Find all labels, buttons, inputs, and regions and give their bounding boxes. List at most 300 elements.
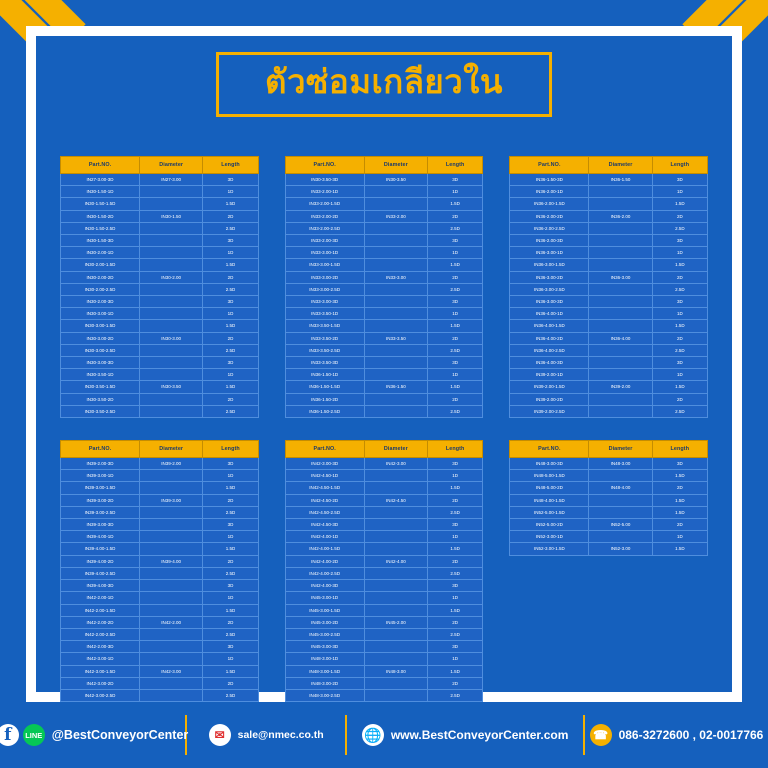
cell-part-no: IN36-3.00-2.5D (510, 283, 589, 295)
cell-length: 2.5D (203, 506, 258, 518)
column-header-length: Length (203, 441, 258, 458)
table-row (285, 308, 483, 320)
cell-diameter (589, 405, 652, 417)
cell-length: 1D (427, 592, 482, 604)
table-row (285, 222, 483, 234)
cell-diameter (364, 357, 427, 369)
cell-diameter (589, 235, 652, 247)
email-address: sale@nmec.co.th (237, 729, 324, 741)
cell-diameter (140, 519, 203, 531)
table-row (61, 628, 259, 640)
cell-part-no: IN33-3.00-1D (285, 247, 364, 259)
table-row (61, 470, 259, 482)
table-row (510, 543, 708, 555)
cell-part-no: IN42-2.00-3D (61, 641, 140, 653)
table-body (61, 174, 259, 418)
cell-part-no: IN30-1.50-2D (61, 210, 140, 222)
cell-length: 1D (203, 369, 258, 381)
cell-diameter (364, 653, 427, 665)
table-row (61, 580, 259, 592)
website-url: www.BestConveyorCenter.com (390, 728, 569, 742)
table-row (285, 369, 483, 381)
cell-length: 2D (203, 677, 258, 689)
spec-table-6 (509, 440, 708, 702)
cell-length: 3D (427, 519, 482, 531)
cell-diameter (364, 543, 427, 555)
cell-diameter (589, 531, 652, 543)
column-header-diameter: Diameter (364, 441, 427, 458)
cell-diameter: IN39-2.00 (140, 458, 203, 470)
cell-part-no: IN30-3.50-3D (285, 174, 364, 186)
table-row (510, 174, 708, 186)
cell-part-no: IN42-4.00-3D (285, 580, 364, 592)
column-header-length: Length (427, 157, 482, 174)
cell-part-no: IN33-3.00-1.5D (285, 259, 364, 271)
cell-length: 1D (203, 531, 258, 543)
cell-diameter: IN39-3.00 (140, 494, 203, 506)
cell-length: 2.5D (203, 222, 258, 234)
table-row (285, 580, 483, 592)
cell-diameter (140, 308, 203, 320)
line-icon[interactable] (23, 724, 45, 746)
cell-length: 2D (652, 332, 707, 344)
cell-length: 1.5D (427, 198, 482, 210)
cell-length: 1D (203, 308, 258, 320)
table-row (61, 665, 259, 677)
page-title (216, 52, 552, 117)
cell-diameter (364, 308, 427, 320)
cell-diameter (364, 320, 427, 332)
table-row (510, 259, 708, 271)
table-row (61, 494, 259, 506)
table-row (61, 543, 259, 555)
table-row (510, 222, 708, 234)
cell-length: 1.5D (427, 665, 482, 677)
table-row (61, 210, 259, 222)
cell-length: 2.5D (203, 628, 258, 640)
cell-part-no: IN36-1.50-1D (285, 369, 364, 381)
table-row (510, 344, 708, 356)
cell-part-no: IN42-3.00-1D (61, 653, 140, 665)
cell-part-no: IN36-2.00-2D (510, 210, 589, 222)
cell-diameter (364, 186, 427, 198)
cell-part-no: IN30-3.50-2D (61, 393, 140, 405)
cell-part-no: IN42-2.00-2D (61, 616, 140, 628)
cell-diameter (140, 369, 203, 381)
cell-length: 1.5D (652, 381, 707, 393)
cell-part-no: IN30-2.00-3D (61, 296, 140, 308)
cell-diameter (364, 198, 427, 210)
cell-part-no: IN36-2.00-2.5D (510, 222, 589, 234)
cell-part-no: IN30-3.00-1.5D (61, 320, 140, 332)
table-row (61, 283, 259, 295)
cell-diameter: IN42-3.00 (140, 665, 203, 677)
table-row (285, 405, 483, 417)
table-row (285, 458, 483, 470)
cell-diameter (140, 482, 203, 494)
cell-part-no: IN48-3.00-1.5D (285, 665, 364, 677)
cell-part-no: IN42-4.50-2D (285, 494, 364, 506)
cell-diameter: IN33-2.00 (364, 210, 427, 222)
cell-diameter: IN36-2.00 (589, 210, 652, 222)
cell-diameter (140, 357, 203, 369)
cell-length: 1.5D (203, 604, 258, 616)
page-panel (26, 26, 742, 702)
cell-part-no: IN42-4.00-1.5D (285, 543, 364, 555)
cell-length: 3D (427, 580, 482, 592)
cell-length: 1.5D (652, 198, 707, 210)
column-header-part-no: Part.NO. (61, 441, 140, 458)
cell-diameter: IN36-1.50 (364, 381, 427, 393)
cell-diameter: IN30-1.50 (140, 210, 203, 222)
cell-diameter (589, 259, 652, 271)
table-row (61, 320, 259, 332)
spec-table-3 (509, 156, 708, 418)
cell-length: 2D (203, 332, 258, 344)
cell-length: 1.5D (652, 506, 707, 518)
cell-part-no: IN42-4.00-2.5D (285, 567, 364, 579)
cell-part-no: IN42-2.00-1D (61, 592, 140, 604)
cell-length: 2D (203, 616, 258, 628)
cell-diameter (140, 567, 203, 579)
cell-length: 2.5D (427, 506, 482, 518)
cell-part-no: IN45-3.00-1D (285, 592, 364, 604)
table-row (285, 592, 483, 604)
cell-part-no: IN39-3.00-2.5D (61, 506, 140, 518)
cell-part-no: IN36-4.00-3D (510, 357, 589, 369)
mail-icon[interactable]: ✉ (209, 724, 231, 746)
cell-diameter (140, 470, 203, 482)
cell-part-no: IN39-3.00-1.5D (61, 482, 140, 494)
cell-length: 1.5D (427, 381, 482, 393)
table-row (510, 458, 708, 470)
table-row (61, 357, 259, 369)
cell-part-no: IN48-3.00-1D (285, 653, 364, 665)
cell-length: 3D (203, 641, 258, 653)
content-sheet (36, 36, 732, 698)
cell-diameter (364, 677, 427, 689)
footer-phone[interactable] (585, 702, 768, 768)
cell-length: 2D (427, 616, 482, 628)
cell-part-no: IN36-2.00-1.5D (510, 198, 589, 210)
cell-length: 3D (427, 458, 482, 470)
cell-length: 2D (427, 555, 482, 567)
table-row (285, 198, 483, 210)
table-row (61, 344, 259, 356)
cell-part-no: IN42-3.00-2D (61, 677, 140, 689)
cell-part-no: IN39-2.00-2D (510, 393, 589, 405)
table-row (285, 543, 483, 555)
cell-diameter (589, 506, 652, 518)
cell-diameter (364, 296, 427, 308)
table-row (61, 677, 259, 689)
table-row (61, 186, 259, 198)
table-body (510, 174, 708, 418)
cell-diameter (140, 186, 203, 198)
column-header-part-no: Part.NO. (285, 157, 364, 174)
cell-part-no: IN30-2.00-2D (61, 271, 140, 283)
cell-diameter (140, 506, 203, 518)
cell-length: 1.5D (203, 320, 258, 332)
cell-part-no: IN42-4.50-1.5D (285, 482, 364, 494)
table-row (61, 506, 259, 518)
cell-diameter (589, 296, 652, 308)
cell-part-no: IN48-5.00-2D (510, 482, 589, 494)
table-row (285, 555, 483, 567)
cell-diameter (364, 247, 427, 259)
cell-part-no: IN42-2.00-1.5D (61, 604, 140, 616)
cell-part-no: IN39-2.00-1.5D (510, 381, 589, 393)
table-row (285, 567, 483, 579)
table-row (61, 308, 259, 320)
cell-length: 2D (652, 210, 707, 222)
cell-length: 2D (427, 210, 482, 222)
table-body (285, 174, 483, 418)
cell-diameter (364, 567, 427, 579)
cell-part-no: IN36-3.00-2D (510, 271, 589, 283)
cell-part-no: IN42-4.00-2D (285, 555, 364, 567)
table-row (510, 357, 708, 369)
cell-diameter (140, 259, 203, 271)
table-row (510, 186, 708, 198)
table-row (285, 210, 483, 222)
cell-diameter (364, 580, 427, 592)
facebook-handle: @BestConveyorCenter (51, 728, 189, 742)
cell-diameter (589, 357, 652, 369)
cell-diameter (140, 628, 203, 640)
cell-diameter (589, 222, 652, 234)
table-row (510, 198, 708, 210)
table-row (61, 641, 259, 653)
cell-length: 2D (427, 494, 482, 506)
footer-facebook[interactable] (0, 702, 189, 768)
cell-length: 3D (203, 235, 258, 247)
cell-part-no: IN39-3.00-3D (61, 519, 140, 531)
line-icon-label: LINE (25, 730, 43, 740)
phone-icon[interactable]: ☎ (590, 724, 612, 746)
cell-part-no: IN30-1.50-1D (61, 186, 140, 198)
cell-part-no: IN30-1.50-1.5D (61, 198, 140, 210)
cell-diameter (589, 198, 652, 210)
cell-part-no: IN30-1.50-3D (61, 235, 140, 247)
cell-length: 1D (203, 653, 258, 665)
cell-diameter: IN30-3.00 (140, 332, 203, 344)
cell-length: 2D (427, 677, 482, 689)
cell-length: 1D (427, 653, 482, 665)
cell-length: 2.5D (203, 567, 258, 579)
cell-part-no: IN33-2.00-1D (285, 186, 364, 198)
cell-diameter: IN39-2.00 (589, 381, 652, 393)
table-row (510, 296, 708, 308)
cell-length: 2D (203, 271, 258, 283)
cell-part-no: IN42-4.00-1D (285, 531, 364, 543)
table-row (285, 235, 483, 247)
facebook-icon[interactable]: f (0, 724, 19, 746)
table-row (61, 482, 259, 494)
column-header-length: Length (427, 441, 482, 458)
cell-length: 1D (427, 369, 482, 381)
table-row (61, 271, 259, 283)
cell-part-no: IN39-4.00-1D (61, 531, 140, 543)
table-row (61, 567, 259, 579)
cell-part-no: IN33-3.50-2D (285, 332, 364, 344)
cell-diameter (364, 641, 427, 653)
table-row (285, 332, 483, 344)
cell-part-no: IN48-3.00-3D (510, 458, 589, 470)
table-row (285, 283, 483, 295)
cell-diameter (589, 344, 652, 356)
table-row (61, 458, 259, 470)
cell-part-no: IN36-3.00-3D (510, 296, 589, 308)
cell-diameter: IN42-4.00 (364, 555, 427, 567)
table-row (285, 604, 483, 616)
table-row (285, 247, 483, 259)
footer-email[interactable] (187, 702, 345, 768)
spec-tables-grid (60, 156, 708, 702)
cell-part-no: IN42-3.00-2.5D (61, 689, 140, 701)
cell-length: 3D (427, 357, 482, 369)
cell-length: 1.5D (203, 665, 258, 677)
globe-icon[interactable]: 🌐 (362, 724, 384, 746)
cell-length: 2.5D (203, 344, 258, 356)
cell-part-no: IN52-3.00-1.5D (510, 543, 589, 555)
cell-part-no: IN27-3.00-3D (61, 174, 140, 186)
cell-length: 1D (652, 308, 707, 320)
cell-length: 2D (427, 271, 482, 283)
cell-diameter: IN48-3.00 (589, 458, 652, 470)
cell-part-no: IN36-4.00-1D (510, 308, 589, 320)
cell-diameter (140, 247, 203, 259)
cell-diameter (364, 344, 427, 356)
cell-part-no: IN39-3.00-1D (61, 470, 140, 482)
cell-length: 1.5D (652, 494, 707, 506)
cell-part-no: IN39-4.00-2D (61, 555, 140, 567)
cell-diameter: IN42-3.00 (364, 458, 427, 470)
cell-length: 2D (427, 393, 482, 405)
cell-diameter (589, 308, 652, 320)
cell-part-no: IN36-1.50-3D (510, 174, 589, 186)
cell-diameter (589, 247, 652, 259)
cell-length: 3D (427, 235, 482, 247)
cell-length: 3D (203, 458, 258, 470)
cell-length: 2D (203, 494, 258, 506)
table-row (510, 235, 708, 247)
cell-diameter (140, 198, 203, 210)
cell-diameter (589, 320, 652, 332)
cell-length: 1.5D (427, 604, 482, 616)
table-row (285, 689, 483, 701)
cell-diameter (589, 470, 652, 482)
page-title-text: ตัวซ่อมเกลียวใน (265, 62, 503, 101)
cell-length: 2.5D (427, 405, 482, 417)
cell-part-no: IN39-2.00-1D (510, 369, 589, 381)
column-header-part-no: Part.NO. (510, 441, 589, 458)
cell-diameter (140, 677, 203, 689)
cell-part-no: IN48-5.00-1.5D (510, 470, 589, 482)
table-row (510, 519, 708, 531)
cell-diameter (364, 235, 427, 247)
social-icons (0, 724, 45, 746)
table-row (285, 616, 483, 628)
footer-website[interactable] (347, 702, 583, 768)
cell-length: 2.5D (427, 344, 482, 356)
cell-part-no: IN33-2.00-2.5D (285, 222, 364, 234)
column-header-part-no: Part.NO. (285, 441, 364, 458)
table-row (510, 405, 708, 417)
table-row (510, 283, 708, 295)
cell-diameter (364, 405, 427, 417)
cell-length: 3D (652, 458, 707, 470)
cell-part-no: IN36-1.50-2D (285, 393, 364, 405)
cell-diameter (140, 393, 203, 405)
cell-length: 2.5D (652, 405, 707, 417)
table-row (510, 320, 708, 332)
cell-diameter (364, 393, 427, 405)
spec-table-4 (60, 440, 259, 702)
table-row (510, 271, 708, 283)
cell-length: 1.5D (652, 259, 707, 271)
cell-length: 1.5D (652, 320, 707, 332)
column-header-diameter: Diameter (140, 157, 203, 174)
cell-part-no: IN36-4.00-2.5D (510, 344, 589, 356)
spec-table-5 (285, 440, 484, 702)
cell-diameter (364, 482, 427, 494)
cell-part-no: IN42-4.50-1D (285, 470, 364, 482)
cell-part-no: IN45-3.00-2D (285, 616, 364, 628)
cell-part-no: IN33-3.00-2D (285, 271, 364, 283)
cell-part-no: IN39-2.00-3D (61, 458, 140, 470)
table-row (285, 506, 483, 518)
table-row (61, 222, 259, 234)
table-row (61, 592, 259, 604)
cell-part-no: IN39-3.00-2D (61, 494, 140, 506)
cell-length: 1D (652, 247, 707, 259)
cell-length: 2D (203, 555, 258, 567)
cell-length: 1D (652, 369, 707, 381)
cell-length: 2.5D (427, 222, 482, 234)
cell-part-no: IN36-1.50-1.5D (285, 381, 364, 393)
table-row (285, 357, 483, 369)
cell-length: 2.5D (203, 405, 258, 417)
cell-length: 3D (652, 174, 707, 186)
cell-diameter: IN30-2.00 (140, 271, 203, 283)
table-row (510, 393, 708, 405)
cell-diameter: IN36-4.00 (589, 332, 652, 344)
cell-length: 3D (652, 357, 707, 369)
table-row (510, 482, 708, 494)
cell-length: 3D (652, 296, 707, 308)
cell-diameter (364, 531, 427, 543)
cell-part-no: IN33-3.50-1D (285, 308, 364, 320)
cell-diameter (364, 592, 427, 604)
cell-diameter (140, 222, 203, 234)
cell-length: 1D (427, 470, 482, 482)
cell-diameter (589, 494, 652, 506)
cell-diameter (364, 519, 427, 531)
cell-part-no: IN45-3.00-1.5D (285, 604, 364, 616)
table-row (285, 494, 483, 506)
cell-part-no: IN36-4.00-1.5D (510, 320, 589, 332)
table-row (61, 235, 259, 247)
cell-length: 3D (203, 357, 258, 369)
cell-length: 1D (652, 531, 707, 543)
table-row (285, 482, 483, 494)
column-header-part-no: Part.NO. (510, 157, 589, 174)
cell-diameter (364, 369, 427, 381)
table-row (510, 247, 708, 259)
cell-length: 1D (203, 186, 258, 198)
table-row (61, 616, 259, 628)
